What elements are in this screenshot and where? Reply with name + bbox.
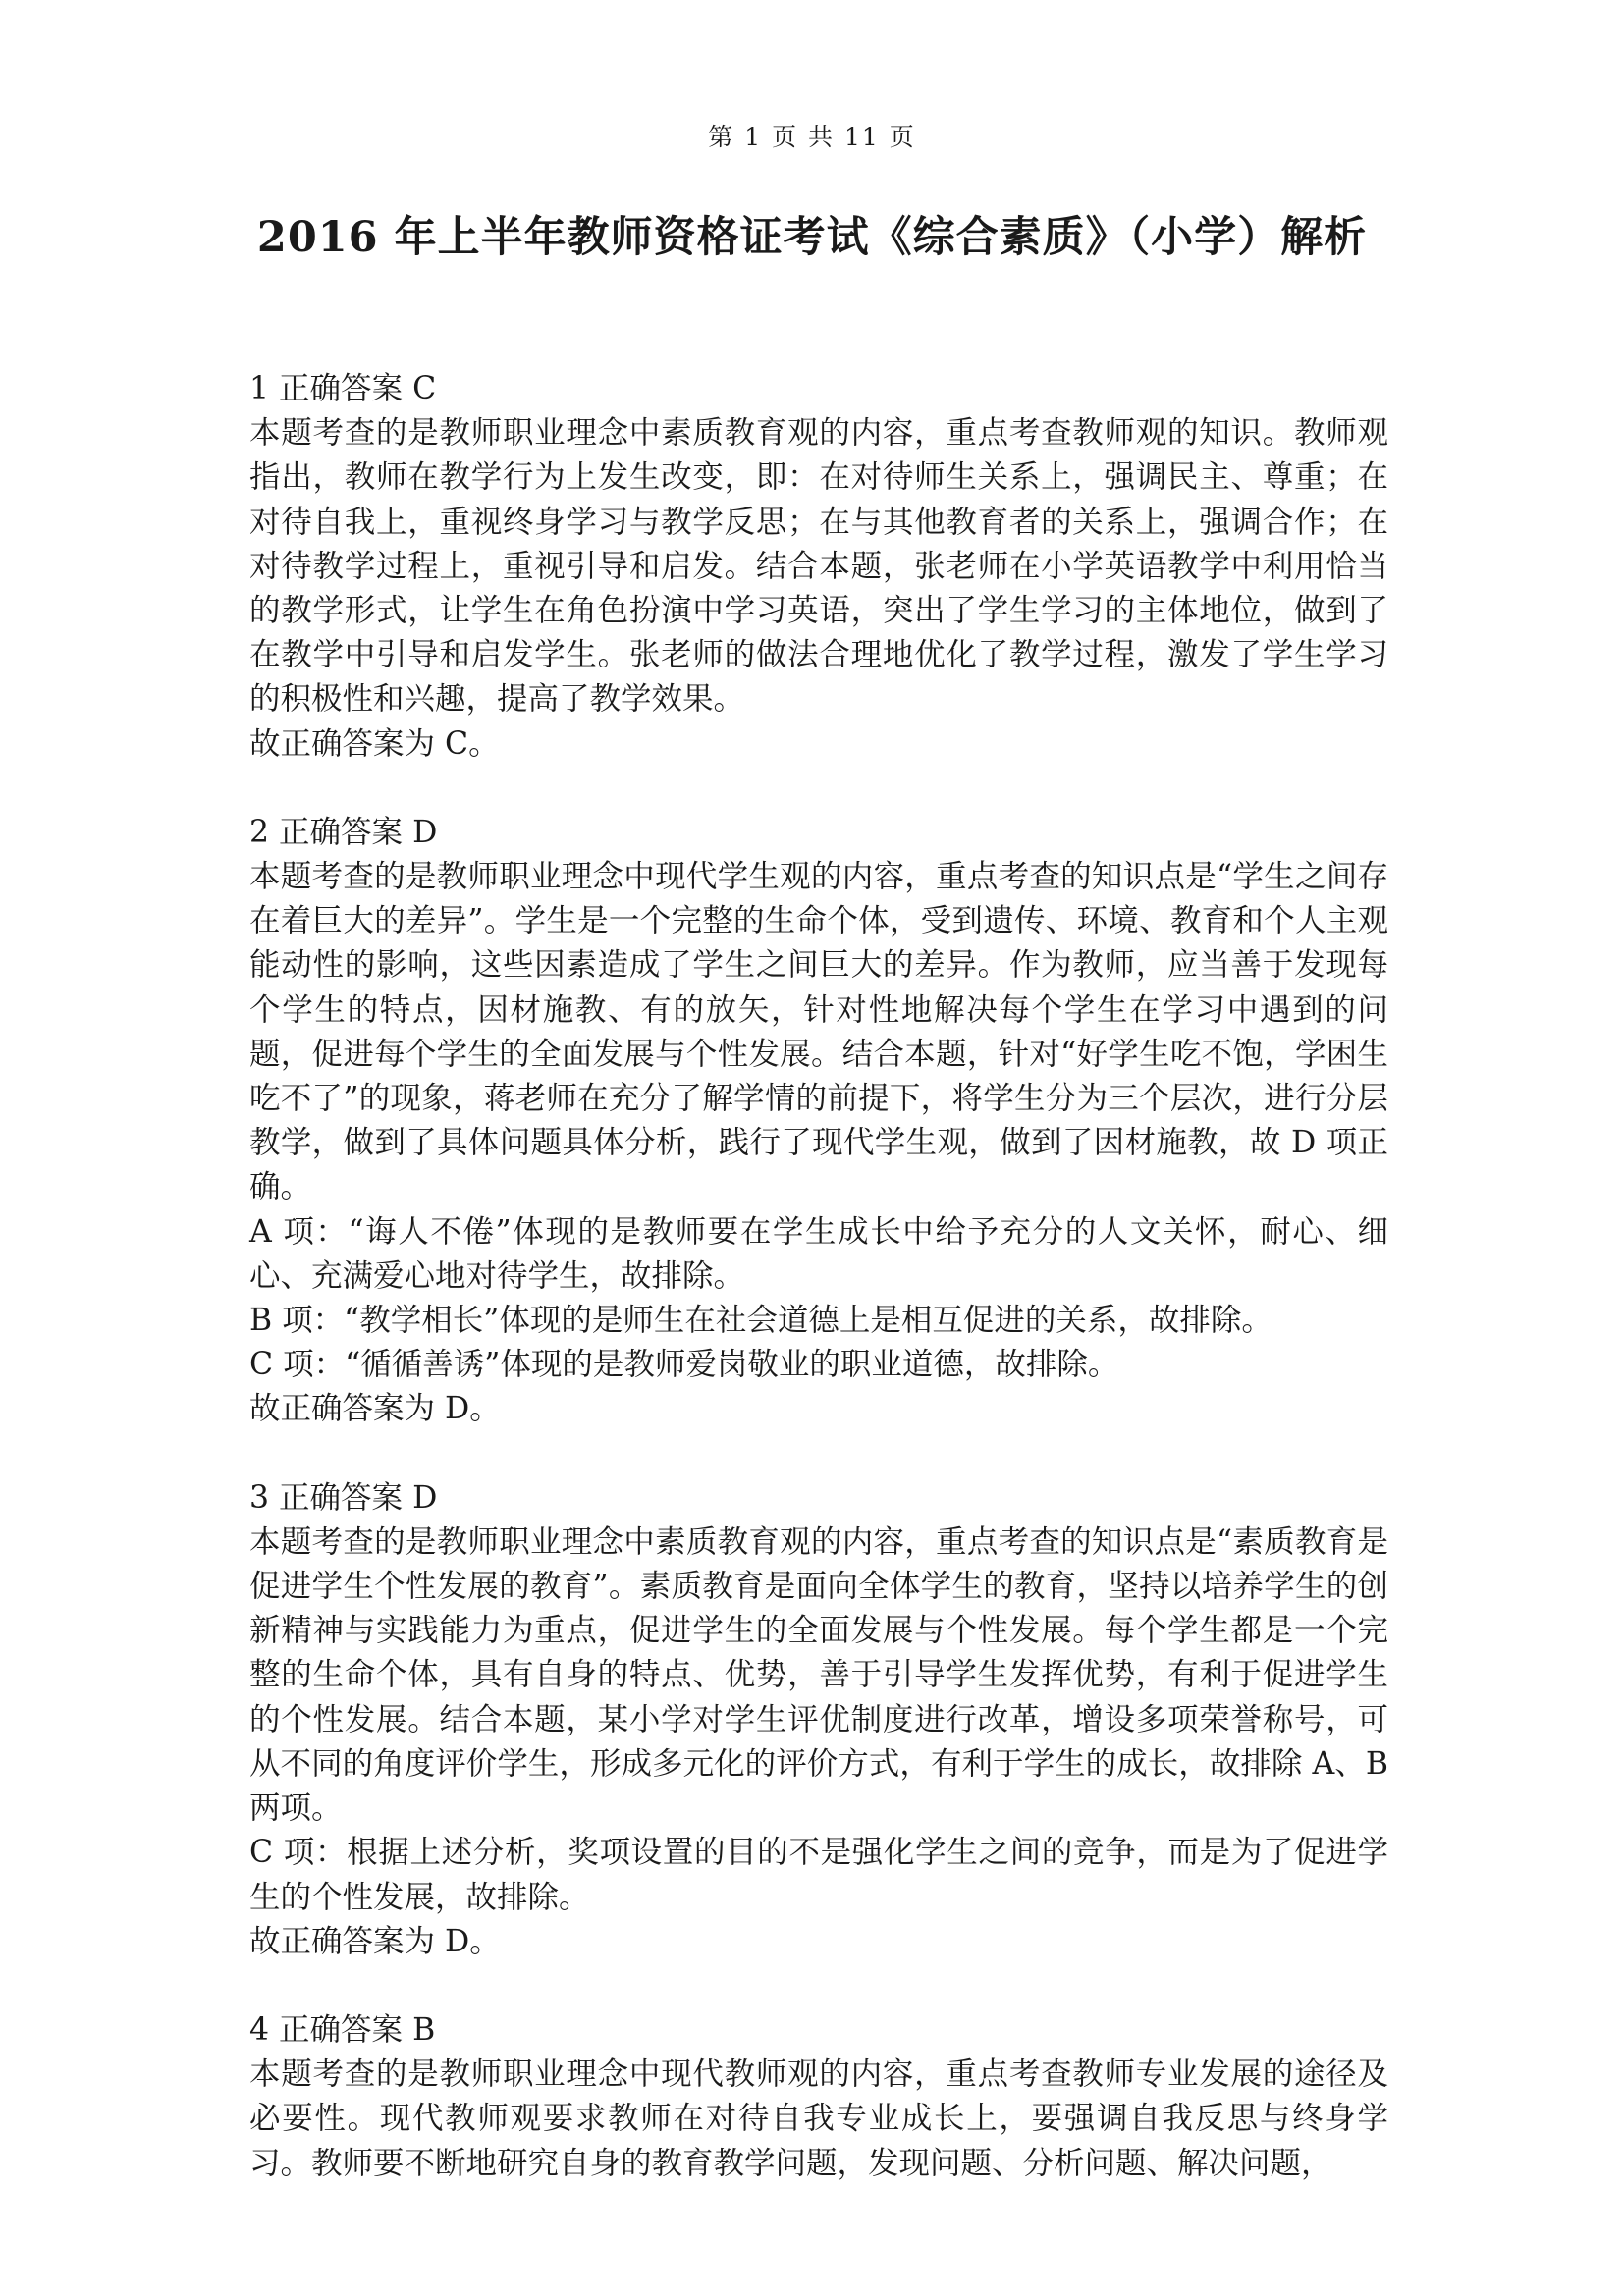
page-indicator: 第 1 页 共 11 页 <box>708 123 916 151</box>
option-explanation-c: C 项：根据上述分析，奖项设置的目的不是强化学生之间的竞争，而是为了促进学生的个性发展，故排除。 <box>249 1835 1388 1915</box>
option-explanation-b: B 项：“教学相长”体现的是师生在社会道德上是相互促进的关系，故排除。 <box>249 1303 1272 1339</box>
question-1 <box>249 367 1388 767</box>
question-paragraph: 本题考查的是教师职业理念中现代学生观的内容，重点考查的知识点是“学生之间存在着巨大的差异”。学生是一个完整的生命个体，受到遗传、环境、教育和个人主观能动性的影响，这些因素造成了学生之间巨大的差异。作为教师，应当善于发现每个学生的特点，因材施教、有的放矢，针对性地解决每个学生在学习中遇到的问题，促进每个学生的全面发展与个性发展。结合本题，针对“好学生吃不饱，学困生吃不了”的现象，蒋老师在充分了解学情的前提下，将学生分为三个层次，进行分层教学，做到了具体问题具体分析，践行了现代学生观，做到了因材施教，故 D 项正确。 <box>249 859 1388 1205</box>
question-heading: 4 正确答案 B <box>249 2011 436 2048</box>
question-heading: 3 正确答案 D <box>249 1479 438 1516</box>
question-paragraph: 本题考查的是教师职业理念中现代教师观的内容，重点考查教师专业发展的途径及必要性。现代教师观要求教师在对待自我专业成长上，要强调自我反思与终身学习。教师要不断地研究自身的教育教学问题，发现问题、分析问题、解决问题， <box>249 2056 1388 2181</box>
question-conclusion: 故正确答案为 D。 <box>249 1391 501 1427</box>
question-heading: 1 正确答案 C <box>249 371 437 406</box>
question-conclusion: 故正确答案为 C。 <box>249 725 500 762</box>
question-heading: 2 正确答案 D <box>249 814 438 850</box>
question-4 <box>249 2008 1388 2186</box>
answer-content <box>249 367 1388 2230</box>
question-conclusion: 故正确答案为 D。 <box>249 1923 501 1959</box>
question-paragraph: 本题考查的是教师职业理念中素质教育观的内容，重点考查的知识点是“素质教育是促进学生个性发展的教育”。素质教育是面向全体学生的教育，坚持以培养学生的创新精神与实践能力为重点，促进学生的全面发展与个性发展。每个学生都是一个完整的生命个体，具有自身的特点、优势，善于引导学生发挥优势，有利于促进学生的个性发展。结合本题，某小学对学生评优制度进行改革，增设多项荣誉称号，可从不同的角度评价学生，形成多元化的评价方式，有利于学生的成长，故排除 A、B 两项。 <box>249 1523 1388 1827</box>
option-explanation-c: C 项：“循循善诱”体现的是教师爱岗敬业的职业道德，故排除。 <box>249 1347 1119 1383</box>
option-explanation-a: A 项：“诲人不倦”体现的是教师要在学生成长中给予充分的人文关怀，耐心、细心、充满爱心地对待学生，故排除。 <box>249 1213 1388 1294</box>
question-2 <box>249 811 1388 1432</box>
question-paragraph: 本题考查的是教师职业理念中素质教育观的内容，重点考查教师观的知识。教师观指出，教师在教学行为上发生改变，即：在对待师生关系上，强调民主、尊重；在对待自我上，重视终身学习与教学反思；在与其他教育者的关系上，强调合作；在对待教学过程上，重视引导和启发。结合本题，张老师在小学英语教学中利用恰当的教学形式，让学生在角色扮演中学习英语，突出了学生学习的主体地位，做到了在教学中引导和启发学生。张老师的做法合理地优化了教学过程，激发了学生学习的积极性和兴趣，提高了教学效果。 <box>249 415 1388 718</box>
document-title: 2016 年上半年教师资格证考试《综合素质》（小学）解析 <box>256 213 1368 262</box>
question-3 <box>249 1476 1388 1964</box>
